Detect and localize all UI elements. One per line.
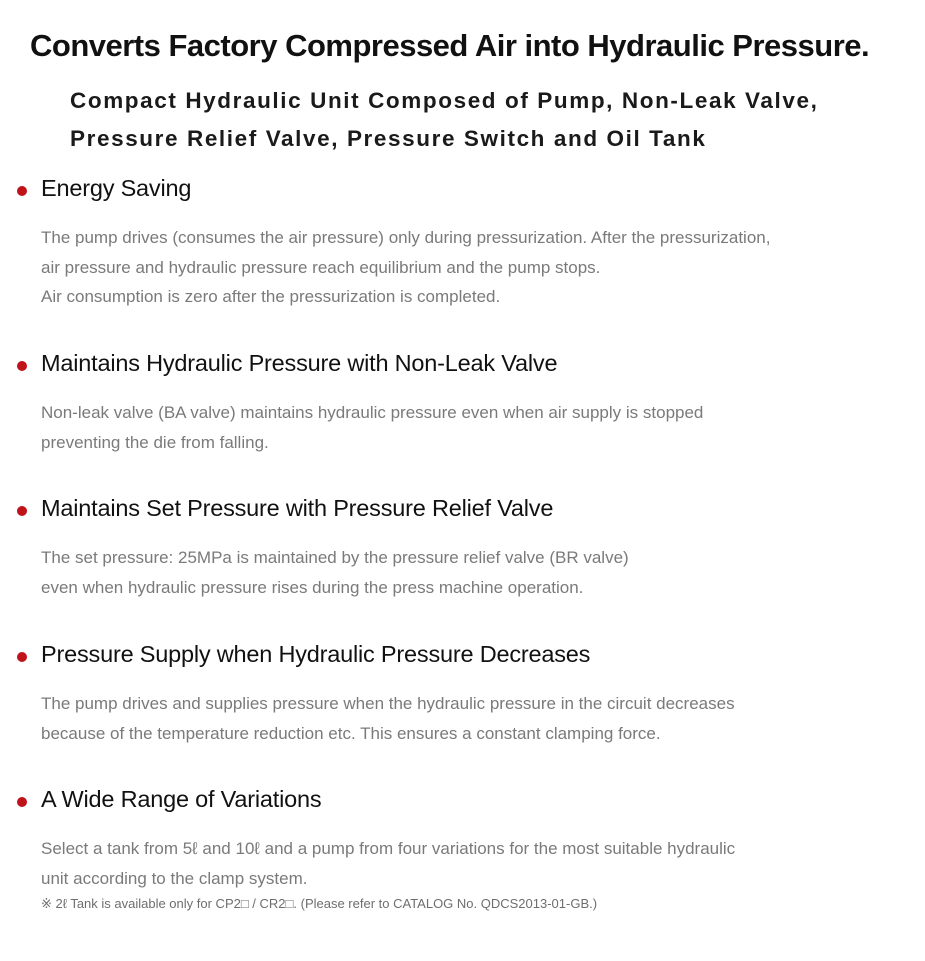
feature-text-line: Non-leak valve (BA valve) maintains hydraulic pressure even when air supply is stopped xyxy=(41,403,704,422)
feature-title: Maintains Hydraulic Pressure with Non-Leak Valve xyxy=(41,350,558,376)
feature-description xyxy=(41,398,911,457)
subheadline xyxy=(70,82,910,158)
bullet-dot-icon xyxy=(17,361,27,371)
feature-title: Energy Saving xyxy=(41,175,192,201)
feature-title: Pressure Supply when Hydraulic Pressure Decreases xyxy=(41,641,591,667)
bullet-dot-icon xyxy=(17,186,27,196)
subheadline-line-2: Pressure Relief Valve, Pressure Switch and Oil Tank xyxy=(70,126,707,151)
feature-text-line: The set pressure: 25MPa is maintained by the pressure relief valve (BR valve) xyxy=(41,548,629,567)
subheadline-line-1: Compact Hydraulic Unit Composed of Pump, Non-Leak Valve, xyxy=(70,88,819,113)
headline: Converts Factory Compressed Air into Hydraulic Pressure. xyxy=(30,28,870,63)
feature-text-line: The pump drives and supplies pressure when the hydraulic pressure in the circuit decreases xyxy=(41,694,735,713)
feature-description xyxy=(41,543,911,602)
feature-description xyxy=(41,834,911,915)
feature-description xyxy=(41,223,911,312)
feature-text-line: air pressure and hydraulic pressure reach equilibrium and the pump stops. xyxy=(41,257,601,277)
feature-text-line: because of the temperature reduction etc. This ensures a constant clamping force. xyxy=(41,723,661,743)
feature-description xyxy=(41,689,911,748)
feature-text-line: preventing the die from falling. xyxy=(41,432,269,452)
bullet-dot-icon xyxy=(17,506,27,516)
footnote: ※ 2ℓ Tank is available only for CP2□ / CR2□. (Please refer to CATALOG No. QDCS2013-01-GB.) xyxy=(41,896,598,911)
feature-title: Maintains Set Pressure with Pressure Relief Valve xyxy=(41,495,554,521)
bullet-dot-icon xyxy=(17,652,27,662)
feature-text-line: even when hydraulic pressure rises during the press machine operation. xyxy=(41,577,584,597)
feature-text-line: The pump drives (consumes the air pressure) only during pressurization. After the pressurization, xyxy=(41,228,771,247)
feature-text-line: Air consumption is zero after the pressurization is completed. xyxy=(41,287,501,306)
feature-title: A Wide Range of Variations xyxy=(41,786,322,812)
feature-text-line: Select a tank from 5ℓ and 10ℓ and a pump from four variations for the most suitable hydraulic xyxy=(41,839,736,858)
feature-text-line: unit according to the clamp system. xyxy=(41,868,308,888)
bullet-dot-icon xyxy=(17,797,27,807)
